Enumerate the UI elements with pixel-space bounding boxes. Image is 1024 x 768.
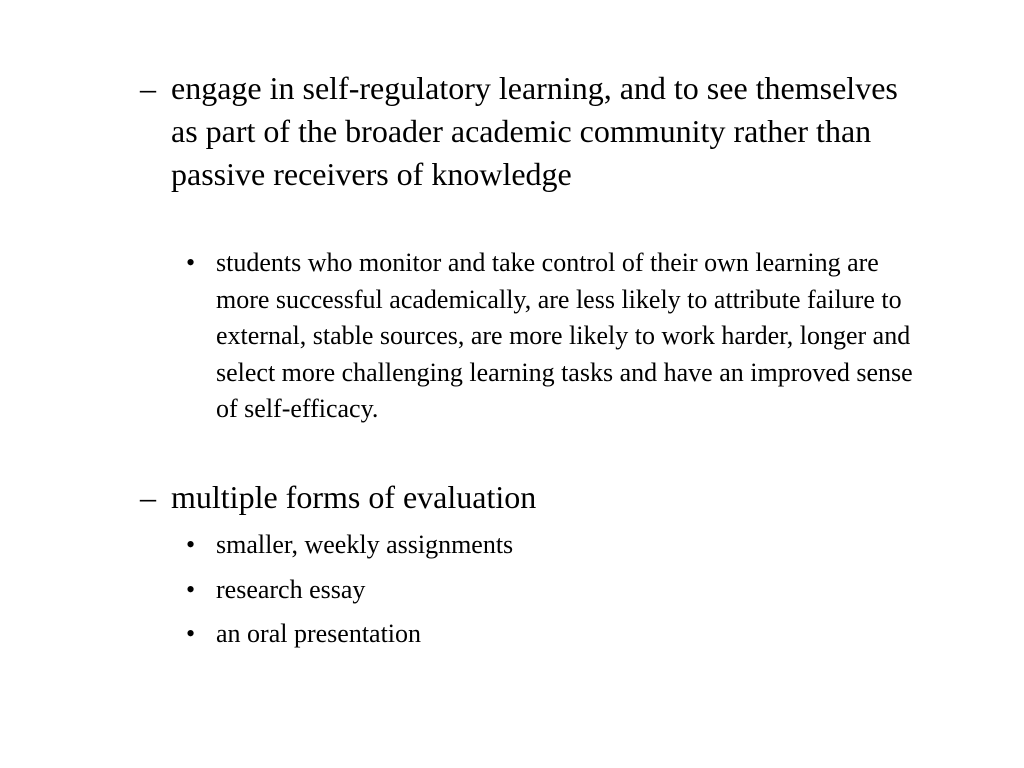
sub-bullet-students-monitor	[186, 245, 926, 428]
bullet-text: multiple forms of evaluation	[171, 479, 537, 515]
sub-bullet-oral-presentation	[186, 616, 926, 653]
bullet-text: engage in self-regulatory learning, and to see themselves as part of the broader academic community rather than passive receivers of knowledge	[171, 70, 898, 192]
sub-bullet-research-essay	[186, 572, 926, 609]
dash-marker: –	[140, 479, 156, 515]
bullet-self-regulatory	[140, 67, 900, 196]
bullet-marker: •	[186, 619, 196, 648]
sub-bullet-text: students who monitor and take control of their own learning are more successful academically, are less likely to attribute failure to external, stable sources, are more likely to work harder, longer and select more challenging learning tasks and have an improved sense of self-efficacy.	[216, 248, 913, 423]
bullet-marker: •	[186, 248, 196, 277]
bullet-multiple-forms	[140, 476, 900, 519]
dash-marker: –	[140, 70, 156, 106]
bullet-marker: •	[186, 575, 196, 604]
bullet-marker: •	[186, 530, 196, 559]
sub-bullet-weekly-assignments	[186, 527, 926, 564]
sub-bullet-text: an oral presentation	[216, 619, 422, 648]
sub-bullet-text: research essay	[216, 575, 366, 604]
sub-bullet-text: smaller, weekly assignments	[216, 530, 514, 559]
